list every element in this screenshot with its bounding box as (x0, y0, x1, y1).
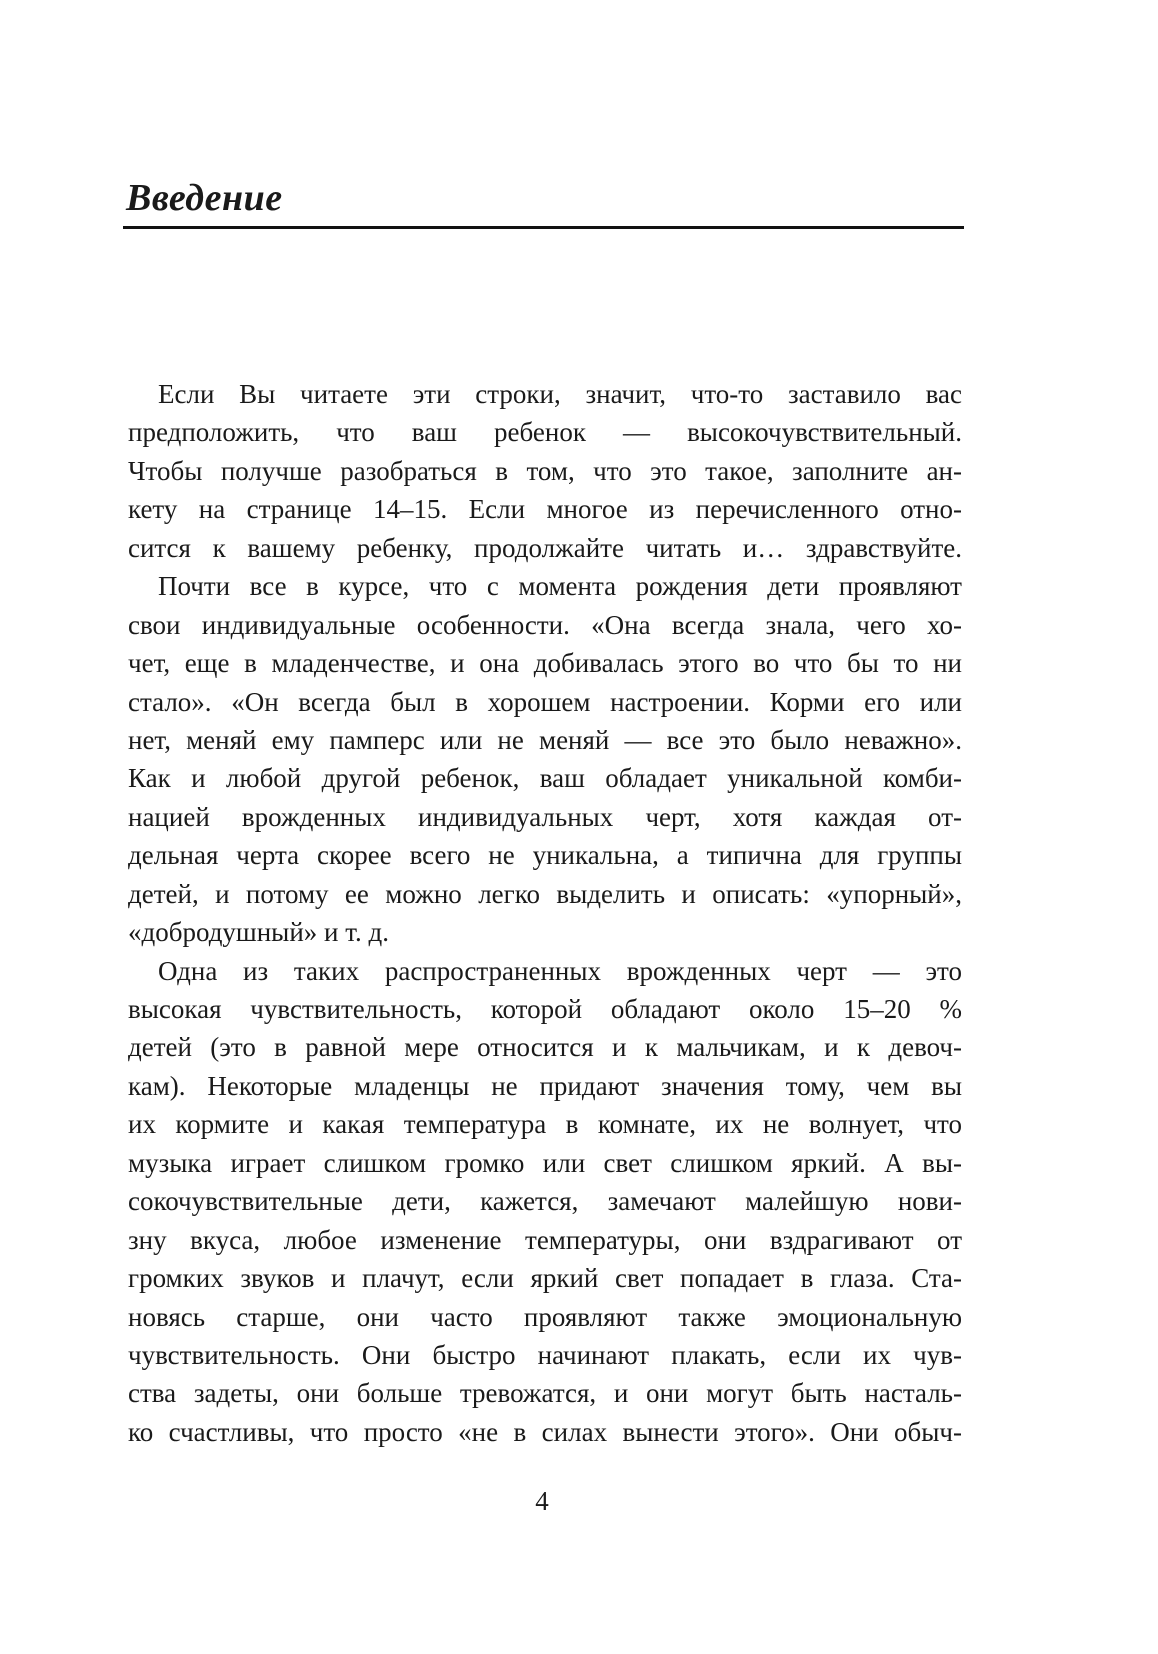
body-text (128, 375, 962, 1451)
text-line: сится к вашему ребенку, продолжайте читать и… здравствуйте. (128, 532, 962, 563)
text-line: кам). Некоторые младенцы не придают значения тому, чем вы (128, 1070, 962, 1101)
text-line: «добродушный» и т. д. (128, 917, 389, 948)
text-line: чет, еще в младенчестве, и она добивалась этого во что бы то ни (128, 648, 962, 679)
text-line: новясь старше, они часто проявляют также эмоциональную (128, 1301, 962, 1332)
text-line: громких звуков и плачут, если яркий свет попадает в глаза. Ста- (128, 1263, 962, 1294)
text-line: Почти все в курсе, что с момента рождения дети проявляют (158, 571, 962, 602)
text-line: Если Вы читаете эти строки, значит, что-то заставило вас (158, 379, 962, 409)
text-line: нет, меняй ему памперс или не меняй — все это было неважно». (128, 724, 962, 755)
text-line: предположить, что ваш ребенок — высокочувствительный. (128, 417, 962, 448)
text-line: дельная черта скорее всего не уникальна, а типична для группы (128, 840, 962, 871)
page-number: 4 (535, 1486, 549, 1516)
text-line: чувствительность. Они быстро начинают плакать, если их чув- (128, 1339, 962, 1370)
title-rule (123, 226, 964, 229)
text-line: зну вкуса, любое изменение температуры, они вздрагивают от (128, 1224, 962, 1255)
text-line: их кормите и какая температура в комнате, их не волнует, что (128, 1109, 962, 1140)
text-line: Чтобы получше разобраться в том, что это такое, заполните ан- (128, 455, 962, 486)
text-line: высокая чувствительность, которой обладают около 15–20 % (128, 994, 962, 1024)
text-line: сокочувствительные дети, кажется, замечают малейшую нови- (128, 1186, 962, 1217)
text-line: свои индивидуальные особенности. «Она всегда знала, чего хо- (128, 609, 962, 640)
text-line: ства задеты, они больше тревожатся, и они могут быть насталь- (128, 1378, 962, 1409)
text-line: музыка играет слишком громко или свет слишком яркий. А вы- (128, 1147, 962, 1178)
text-line: ко счастливы, что просто «не в силах вынести этого». Они обыч- (128, 1416, 962, 1447)
text-line: кету на странице 14–15. Если многое из перечисленного отно- (128, 494, 962, 525)
text-line: Как и любой другой ребенок, ваш обладает уникальной комби- (128, 763, 962, 794)
text-line: детей, и потому ее можно легко выделить и описать: «упорный», (128, 878, 962, 909)
text-line: Одна из таких распространенных врожденных черт — это (158, 955, 962, 986)
text-line: детей (это в равной мере относится и к мальчикам, и к девоч- (128, 1032, 962, 1063)
text-line: нацией врожденных индивидуальных черт, хотя каждая от- (128, 801, 962, 832)
text-line: стало». «Он всегда был в хорошем настроении. Корми его или (128, 686, 962, 717)
chapter-title: Введение (126, 177, 283, 219)
